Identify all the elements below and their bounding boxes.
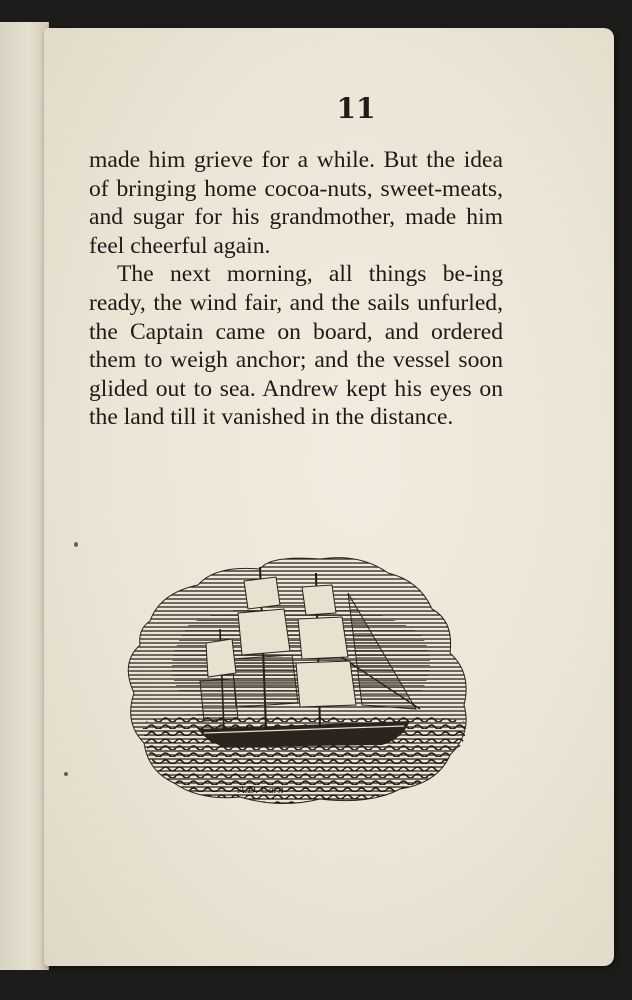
paragraph-2: The next morning, all things be-ing ready, the wind fair, and the sails unfurled, the Captain came on board, and ordered them to weigh anchor; and the vessel soon glided out to sea. Andrew kept his eyes on the land till it vanished in the distance. bbox=[89, 261, 503, 431]
page-text bbox=[89, 146, 503, 432]
ship-engraving bbox=[120, 533, 476, 805]
engraving-signature: A.D. Carn bbox=[238, 784, 284, 796]
paper-spot bbox=[74, 542, 78, 547]
book-page bbox=[44, 28, 614, 966]
page-number: 11 bbox=[336, 92, 376, 125]
paragraph-1: made him grieve for a while. But the idea of bringing home cocoa-nuts, sweet-meats, and sugar for his grandmother, made him feel cheerful again. bbox=[89, 147, 503, 259]
paper-spot bbox=[64, 772, 68, 776]
left-page-edge bbox=[0, 22, 49, 970]
